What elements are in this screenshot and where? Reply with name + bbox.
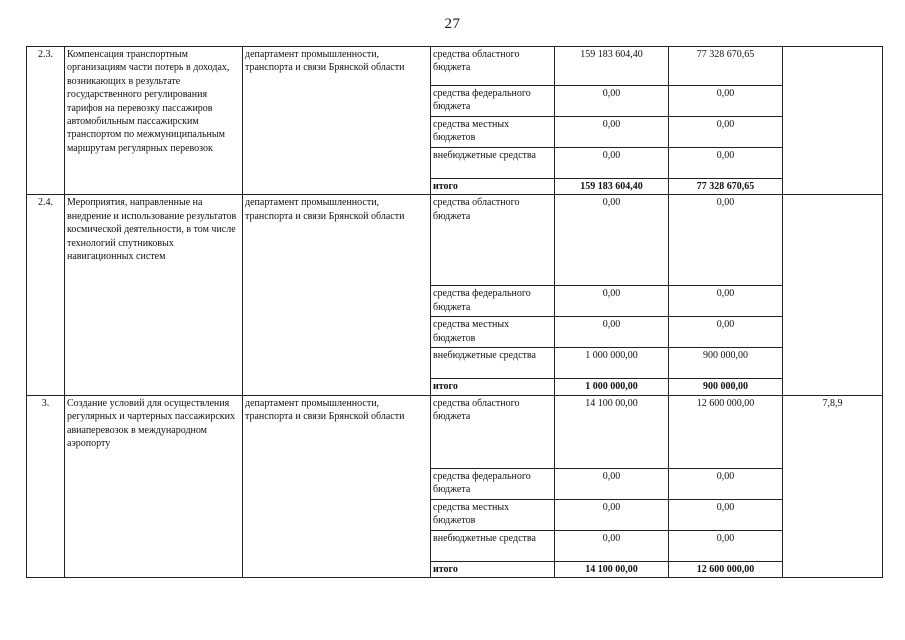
total-label: итого: [431, 179, 555, 195]
funding-source: средства федерального бюджета: [431, 468, 555, 499]
amount-year-2: 0,00: [669, 317, 783, 348]
table-row: [27, 395, 883, 468]
funding-source: внебюджетные средства: [431, 148, 555, 179]
funding-source: средства местных бюджетов: [431, 317, 555, 348]
amount-year-2: 12 600 000,00: [669, 395, 783, 468]
amount-year-2: 900 000,00: [669, 348, 783, 379]
amount-year-1: 159 183 604,40: [555, 47, 669, 86]
amount-year-1: 0,00: [555, 286, 669, 317]
amount-year-2: 0,00: [669, 148, 783, 179]
amount-year-1: 14 100 00,00: [555, 395, 669, 468]
page-number: 27: [444, 16, 461, 32]
table-row: [27, 195, 883, 286]
funding-source: средства областного бюджета: [431, 195, 555, 286]
activity-title: Компенсация транспортным организациям части потерь в доходах, возникающих в результате государственного регулирования тарифов на перевозку пассажиров автомобильным пассажирским транспортом по межмуниципальным маршрутам регулярных перевозок: [65, 47, 243, 195]
amount-year-2: 0,00: [669, 499, 783, 530]
amount-year-1: 1 000 000,00: [555, 348, 669, 379]
funding-source: средства местных бюджетов: [431, 499, 555, 530]
total-amount-year-1: 14 100 00,00: [555, 561, 669, 577]
amount-year-2: 77 328 670,65: [669, 47, 783, 86]
amount-year-2: 0,00: [669, 468, 783, 499]
amount-year-1: 0,00: [555, 317, 669, 348]
amount-year-1: 0,00: [555, 195, 669, 286]
total-amount-year-1: 1 000 000,00: [555, 379, 669, 395]
amount-year-1: 0,00: [555, 530, 669, 561]
amount-year-1: 0,00: [555, 148, 669, 179]
activity-title: Мероприятия, направленные на внедрение и использование результатов космической деятельности, в том числе технологий спутниковых навигационных систем: [65, 195, 243, 395]
amount-year-2: 0,00: [669, 117, 783, 148]
indicator-numbers: [783, 47, 883, 195]
amount-year-2: 0,00: [669, 86, 783, 117]
amount-year-1: 0,00: [555, 499, 669, 530]
total-label: итого: [431, 561, 555, 577]
funding-source: средства местных бюджетов: [431, 117, 555, 148]
amount-year-2: 0,00: [669, 195, 783, 286]
funding-source: средства федерального бюджета: [431, 86, 555, 117]
amount-year-1: 0,00: [555, 86, 669, 117]
funding-source: средства федерального бюджета: [431, 286, 555, 317]
amount-year-1: 0,00: [555, 468, 669, 499]
total-amount-year-2: 900 000,00: [669, 379, 783, 395]
table-row: [27, 47, 883, 86]
row-number: 2.3.: [27, 47, 65, 195]
amount-year-2: 0,00: [669, 286, 783, 317]
funding-source: средства областного бюджета: [431, 47, 555, 86]
budget-table: [26, 46, 883, 578]
amount-year-2: 0,00: [669, 530, 783, 561]
amount-year-1: 0,00: [555, 117, 669, 148]
responsible-executor: департамент промышленности, транспорта и связи Брянской области: [243, 195, 431, 395]
responsible-executor: департамент промышленности, транспорта и связи Брянской области: [243, 395, 431, 577]
total-amount-year-2: 77 328 670,65: [669, 179, 783, 195]
indicator-numbers: [783, 195, 883, 395]
total-amount-year-1: 159 183 604,40: [555, 179, 669, 195]
total-amount-year-2: 12 600 000,00: [669, 561, 783, 577]
indicator-numbers: 7,8,9: [783, 395, 883, 577]
total-label: итого: [431, 379, 555, 395]
row-number: 2.4.: [27, 195, 65, 395]
row-number: 3.: [27, 395, 65, 577]
responsible-executor: департамент промышленности, транспорта и связи Брянской области: [243, 47, 431, 195]
funding-source: внебюджетные средства: [431, 530, 555, 561]
funding-source: внебюджетные средства: [431, 348, 555, 379]
activity-title: Создание условий для осуществления регулярных и чартерных пассажирских авиаперевозок в международном аэропорту: [65, 395, 243, 577]
funding-source: средства областного бюджета: [431, 395, 555, 468]
